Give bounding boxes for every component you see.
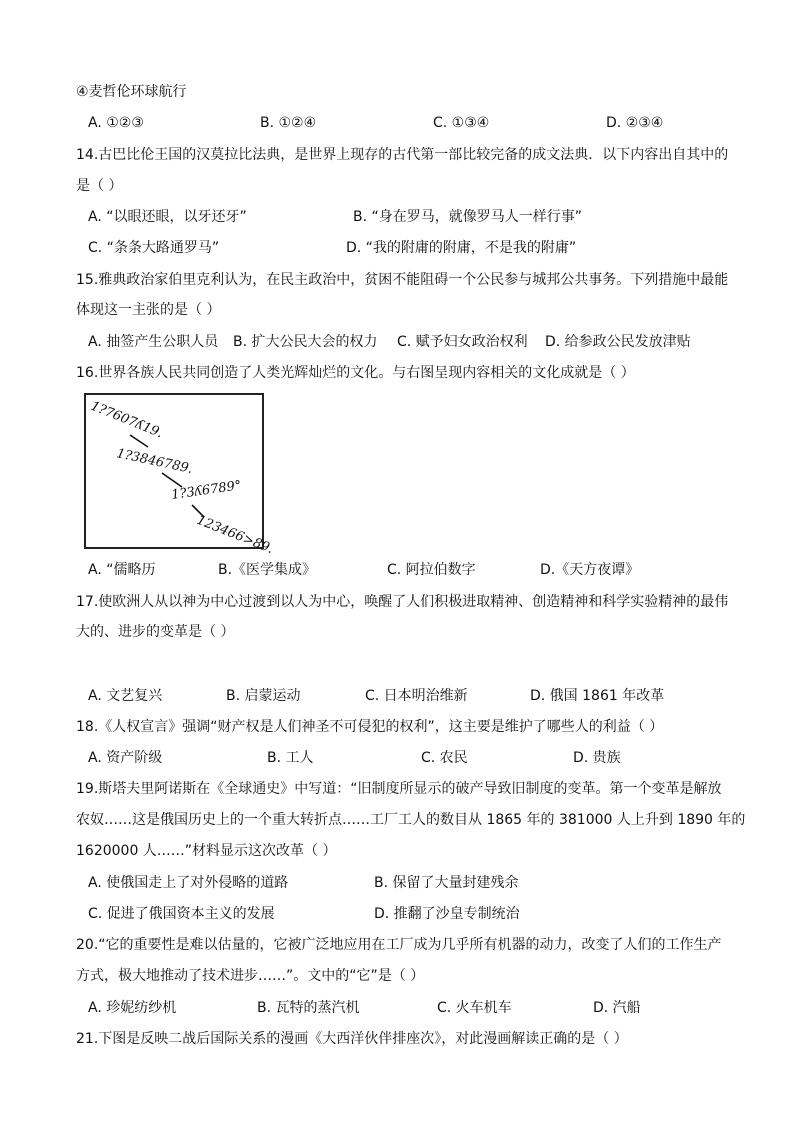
q13-option-a: A. ①②③ [88,115,144,131]
q13-option-b: B. ①②④ [260,115,317,131]
q16-option-b: B.《医学集成》 [218,562,317,578]
q17-option-c: C. 日本明治维新 [365,688,468,704]
q18-option-b: B. 工人 [267,750,314,766]
question-21-stem: 21.下图是反映二战后国际关系的漫画《大西洋伙伴排座次》，对此漫画解读正确的是（ ） [76,1031,628,1047]
q20-option-d: D. 汽船 [593,1000,641,1016]
q20-option-b: B. 瓦特的蒸汽机 [257,1000,360,1016]
q16-option-c: C. 阿拉伯数字 [387,562,476,578]
q18-option-c: C. 农民 [421,750,468,766]
q17-option-a: A. 文艺复兴 [88,688,163,704]
q19-option-d: D. 推翻了沙皇专制统治 [374,906,520,922]
q18-option-d: D. 贵族 [573,750,621,766]
numerals-row-4: 123466>89. [194,512,276,558]
q15-option-d: D. 给参政公民发放津贴 [545,334,691,350]
question-14-stem: 14.古巴比伦王国的汉莫拉比法典，是世界上现存的古代第一部比较完备的成文法典．以下内容出自其中的 [76,147,729,163]
q16-option-a: A. “儒略历 [88,562,156,578]
q15-option-c: C. 赋予妇女政治权利 [397,334,528,350]
q19-option-b: B. 保留了大量封建残余 [374,875,519,891]
numerals-row-2: 1?3846789. [115,446,194,477]
arabic-numerals-figure [84,393,276,558]
question-20-stem: 20.“它的重要性是难以估量的，它被广泛地应用在工厂成为几乎所有机器的动力，改变了人们的工作生产 [76,937,722,953]
q17-option-d: D. 俄国 1861 年改革 [530,688,665,704]
connector-line-1 [130,435,148,447]
q20-option-a: A. 珍妮纺纱机 [88,1000,177,1016]
q18-option-a: A. 资产阶级 [88,750,163,766]
question-20-stem-2: 方式，极大地推动了技术进步……”。文中的“它”是（ ） [76,968,425,984]
q14-option-d: D. “我的附庸的附庸，不是我的附庸” [346,240,577,256]
q14-option-c: C. “条条大路通罗马” [88,240,220,256]
question-14-stem-2: 是（ ） [76,178,123,194]
q13-option-d: D. ②③④ [606,115,664,131]
q19-option-c: C. 促进了俄国资本主义的发展 [88,906,275,922]
question-15-stem-2: 体现这一主张的是（ ） [76,302,221,318]
question-17-stem: 17.使欧洲人从以神为中心过渡到以人为中心，唤醒了人们积极进取精神、创造精神和科学实验精神的最伟 [76,594,729,610]
question-19-stem-3: 1620000 人……”材料显示这次改革（ ） [76,843,337,859]
q15-option-b: B. 扩大公民大会的权力 [233,334,378,350]
question-17-stem-2: 大的、进步的变革是（ ） [76,624,235,640]
q13-option-c: C. ①③④ [433,115,490,131]
numerals-row-1: 1?7607ʎ19. [88,398,165,442]
question-18-stem: 18.《人权宣言》强调“财产权是人们神圣不可侵犯的权利”，这主要是维护了哪些人的利益（ ） [76,719,664,735]
q14-option-b: B. “身在罗马，就像罗马人一样行事” [353,209,583,225]
q14-option-a: A. “以眼还眼，以牙还牙” [88,209,247,225]
connector-line-3 [192,505,204,517]
connector-line-2 [162,473,182,487]
numerals-drawing [86,395,276,558]
question-15-stem: 15.雅典政治家伯里克利认为，在民主政治中，贫困不能阻碍一个公民参与城邦公共事务。下列措施中最能 [76,272,729,288]
q16-option-d: D.《天方夜谭》 [540,562,640,578]
question-19-stem: 19.斯塔夫里阿诺斯在《全球通史》中写道：“旧制度所显示的破产导致旧制度的变革。第一个变革是解放 [76,781,722,797]
q19-option-a: A. 使俄国走上了对外侵略的道路 [88,875,289,891]
q15-option-a: A. 抽签产生公职人员 [88,334,219,350]
q20-option-c: C. 火车机车 [437,1000,512,1016]
question-13-item-4: ④麦哲伦环球航行 [76,84,187,100]
question-19-stem-2: 农奴……这是俄国历史上的一个重大转折点……工厂工人的数目从 1865 年的 381000 人上升到 1890 年的 [76,812,746,828]
question-16-stem: 16.世界各族人民共同创造了人类光辉灿烂的文化。与右图呈现内容相关的文化成就是（ ） [76,365,635,381]
numerals-row-3: 1?3ʎ6789° [170,478,243,503]
q17-option-b: B. 启蒙运动 [226,688,301,704]
